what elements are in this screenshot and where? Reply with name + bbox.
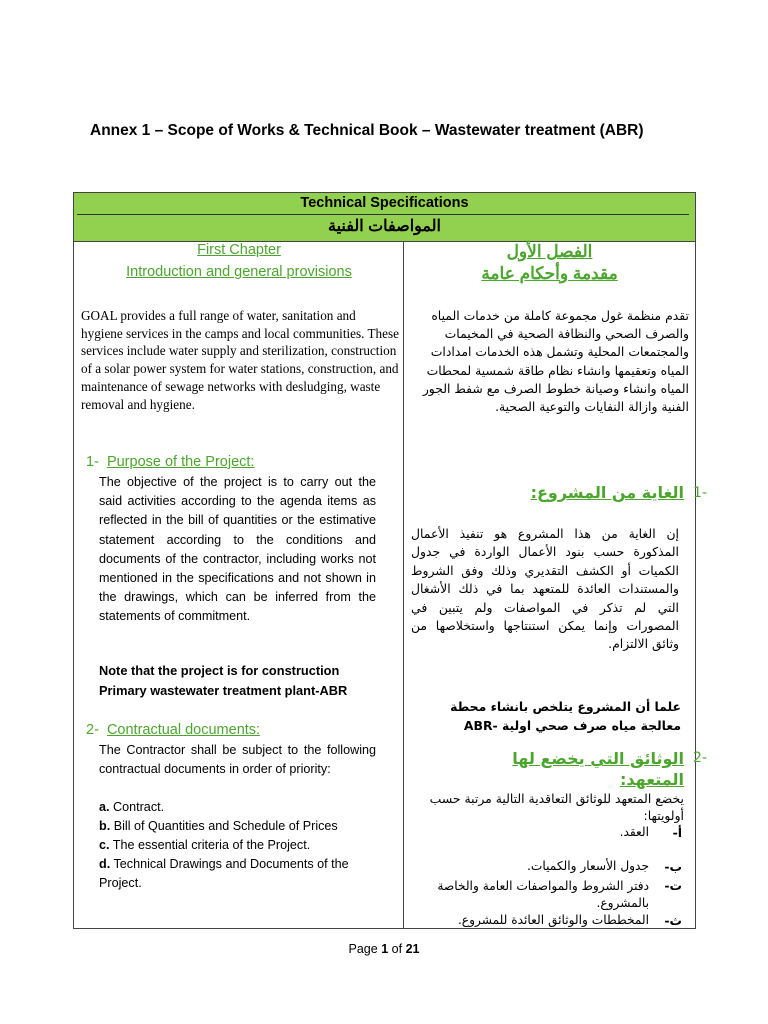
section2-item-en: c. The essential criteria of the Project. bbox=[99, 838, 311, 852]
section2-item-en: b. Bill of Quantities and Schedule of Prices bbox=[99, 819, 338, 833]
page-label: Page bbox=[348, 942, 378, 956]
header-english: Technical Specifications bbox=[300, 195, 469, 211]
section2-number-ar: -2 bbox=[693, 750, 707, 766]
intro-paragraph-ar: تقدم منظمة غول مجموعة كاملة من خدمات المياه والصرف الصحي والنظافة الصحية في المخيمات والمجتمعات المحلية وتشمل هذه الخدمات امدادات المياه وتعقيمها وانشاء نظام طاقة شمسية لمحطات المياه وانشاء وصيانة خطوط الصرف مع شفط الجور الفنية وازالة النفايات والتوعية الصحية. bbox=[422, 308, 689, 415]
section2-title-en: Contractual documents: bbox=[106, 722, 261, 738]
page-title: Annex 1 – Scope of Works & Technical Book – Wastewater treatment (ABR) bbox=[90, 122, 644, 139]
section2-item-en: d. Technical Drawings and Documents of the bbox=[99, 857, 349, 871]
section2-item-mark-ar: ث- bbox=[664, 913, 682, 928]
section2-item-ar: دفتر الشروط والمواصفات العامة والخاصة بالمشروع. bbox=[437, 879, 649, 910]
page-total: 21 bbox=[405, 942, 420, 956]
section2-item-ar: العقد. bbox=[619, 825, 649, 839]
chapter-title-ar: الفصل الأول bbox=[506, 242, 593, 261]
section2-item-mark-ar: ب- bbox=[664, 859, 682, 874]
chapter-subtitle-ar: مقدمة وأحكام عامة bbox=[481, 264, 618, 283]
section1-heading-en bbox=[86, 454, 254, 470]
section2-body-ar: يخضع المتعهد للوثائق التعاقدية التالية مرتبة حسب أولويتها: bbox=[429, 791, 684, 823]
header-arabic: المواصفات الفنية bbox=[328, 218, 441, 235]
chapter-title-en: First Chapter bbox=[197, 242, 281, 258]
page-current: 1 bbox=[381, 942, 389, 956]
section2-item-en: a. Contract. bbox=[99, 800, 165, 814]
section2-item-ar: جدول الأسعار والكميات. bbox=[527, 859, 649, 873]
section2-number-en: 2- bbox=[86, 722, 99, 738]
technical-specifications-table bbox=[73, 192, 707, 929]
section1-title-ar: الغاية من المشروع: bbox=[530, 483, 684, 502]
section2-item-mark-ar: أ- bbox=[672, 825, 682, 840]
column-divider bbox=[403, 241, 404, 929]
section2-item-ar: المخططات والوثائق العائدة للمشروع. bbox=[457, 913, 649, 927]
section1-heading-ar bbox=[494, 483, 684, 502]
section2-item-mark-ar: ت- bbox=[664, 878, 682, 893]
section1-note-ar: علما أن المشروع يتلخص بانشاء محطة معالجة مياه صرف صحي اولية -ABR bbox=[450, 699, 681, 733]
table-header bbox=[74, 193, 695, 242]
section2-body-en: The Contractor shall be subject to the following contractual documents in order of priority: bbox=[99, 743, 376, 777]
section2-heading-ar bbox=[446, 748, 684, 790]
section2-heading-en bbox=[86, 722, 260, 738]
section1-body-en: The objective of the project is to carry out the said activities according to the agenda items as reflected in the bill of quantities or the estimative statement according to the conditions and documents of the contractor, including works not mentioned in the specifications and not shown in the drawings, which can be inferred from the statements of commitment. bbox=[99, 475, 376, 624]
page-of: of bbox=[391, 942, 403, 956]
section2-item-en: Project. bbox=[99, 876, 142, 890]
chapter-subtitle-en: Introduction and general provisions bbox=[126, 264, 352, 280]
section1-title-en: Purpose of the Project: bbox=[106, 454, 255, 470]
page-footer bbox=[0, 942, 768, 956]
section2-title-ar: الوثائق التي يخضع لها المتعهد: bbox=[512, 749, 684, 789]
header-divider bbox=[77, 214, 689, 215]
section1-number-ar: -1 bbox=[693, 485, 707, 501]
intro-paragraph-en: GOAL provides a full range of water, sanitation and hygiene services in the camps and local communities. These services include water supply and sterilization, construction of a solar power system for water stations, construction, and maintenance of sewage networks with desludging, waste removal and hygiene. bbox=[81, 308, 399, 412]
section1-body-ar: إن الغاية من هذا المشروع هو تنفيذ الأعمال المذكورة حسب بنود الأعمال الواردة في جدول الكميات أو الكشف التقديري وذلك وفق الشروط والمستندات العائدة للمتعهد بما في ذلك الأشغال التي لم تذكر في المواصفات ولم يتبين في المصورات وإنما يمكن استنتاجها واستخلاصها من وثائق الالتزام. bbox=[411, 526, 679, 652]
section1-number-en: 1- bbox=[86, 454, 99, 470]
section1-note-en: Note that the project is for construction Primary wastewater treatment plant-ABR bbox=[99, 663, 348, 698]
